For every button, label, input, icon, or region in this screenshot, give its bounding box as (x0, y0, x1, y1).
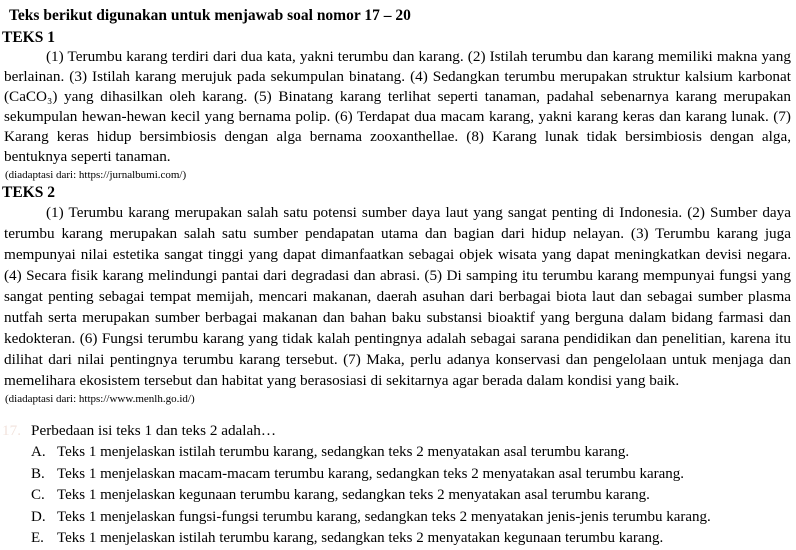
option-letter: C. (31, 487, 45, 503)
question-line (0, 420, 796, 442)
option-text: Teks 1 menjelaskan kegunaan terumbu karang, sedangkan teks 2 menyatakan asal terumbu karang. (57, 487, 650, 503)
option-text: Teks 1 menjelaskan istilah terumbu karang, sedangkan teks 2 menyatakan asal terumbu karang. (57, 444, 630, 460)
option-letter: B. (31, 465, 45, 482)
answer-option-b (31, 464, 796, 486)
text1-heading: TEKS 1 (2, 29, 55, 46)
option-letter: A. (31, 444, 46, 460)
option-letter: D. (31, 508, 46, 525)
text2-paragraph: (1) Terumbu karang merupakan salah satu potensi sumber daya laut yang sangat penting di Indonesia. (2) Sumber daya terumbu karang merupakan salah satu sumber pendapatan utama dan bagian dari hidup nelayan. (3) Terumbu karang juga mempunyai nilai estetika sangat tinggi yang dapat dimanfaatkan sebagai objek wisata yang dapat meningkatkan devisi negara. (4) Secara fisik karang melindungi pantai dari degradasi dan abrasi. (5) Di samping itu terumbu karang mempunyai fungsi yang sangat penting sebagai tempat memijah, mencari makanan, daerah asuhan dari berbagai biota laut dan sebagai sumber plasma nutfah serta merupakan sumber berbagai makanan dan bahan baku substansi bioaktif yang berguna dalam bidang farmasi dan kedokteran. (6) Fungsi terumbu karang yang tidak kalah pentingnya adalah sebagai sarana pendidikan dan penelitian, karena itu dilihat dari nilai pentingnya terumbu karang tersebut. (7) Maka, perlu adanya konservasi dan pengelolaan untuk menjaga dan memelihara ekosistem tersebut dan habitat yang berasosiasi di sekitarnya agar berada dalam kondisi yang baik. (4, 204, 791, 389)
instruction-header: Teks berikut digunakan untuk menjawab soal nomor 17 – 20 (9, 7, 411, 24)
question-block (0, 420, 796, 550)
text1-paragraph: (1) Terumbu karang terdiri dari dua kata, yakni terumbu dan karang. (2) Istilah terumbu dan karang memiliki makna yang berlainan. (3) Istilah karang merujuk pada sekumpulan binatang. (4) Sedangkan terumbu merupakan struktur kalsium karbonat (CaCO₃) yang dihasilkan oleh karang. (5) Binatang karang terlihat seperti tanaman, padahal sebenarnya karang merupakan sekumpulan hewan-hewan kecil yang bernama polip. (6) Terdapat dua macam karang, yakni karang keras dan karang lunak. (7) Karang keras hidup bersimbiosis dengan alga bernama zooxanthellae. (8) Karang lunak tidak bersimbiosis dengan alga, bentuknya seperti tanaman. (4, 48, 791, 165)
option-text: Teks 1 menjelaskan istilah terumbu karang, sedangkan teks 2 menyatakan kegunaan terumbu karang. (57, 530, 664, 546)
text-block-1 (0, 28, 796, 183)
text1-citation: (diadaptasi dari: https://jurnalbumi.com/) (5, 169, 187, 181)
answer-option-e (31, 528, 796, 550)
question-prompt: Perbedaan isi teks 1 dan teks 2 adalah… (31, 422, 277, 439)
option-text: Teks 1 menjelaskan fungsi-fungsi terumbu karang, sedangkan teks 2 menyatakan jenis-jenis terumbu karang. (57, 508, 711, 525)
text2-heading: TEKS 2 (2, 184, 55, 201)
text2-citation: (diadaptasi dari: https://www.menlh.go.id/) (5, 393, 195, 405)
answer-option-c (31, 485, 796, 507)
question-number: 17. (2, 422, 21, 439)
answer-option-a (31, 442, 796, 464)
option-letter: E. (31, 530, 44, 546)
option-text: Teks 1 menjelaskan macam-macam terumbu karang, sedangkan teks 2 menyatakan asal terumbu karang. (57, 465, 685, 482)
answer-option-d (31, 507, 796, 529)
text-block-2 (0, 183, 796, 407)
